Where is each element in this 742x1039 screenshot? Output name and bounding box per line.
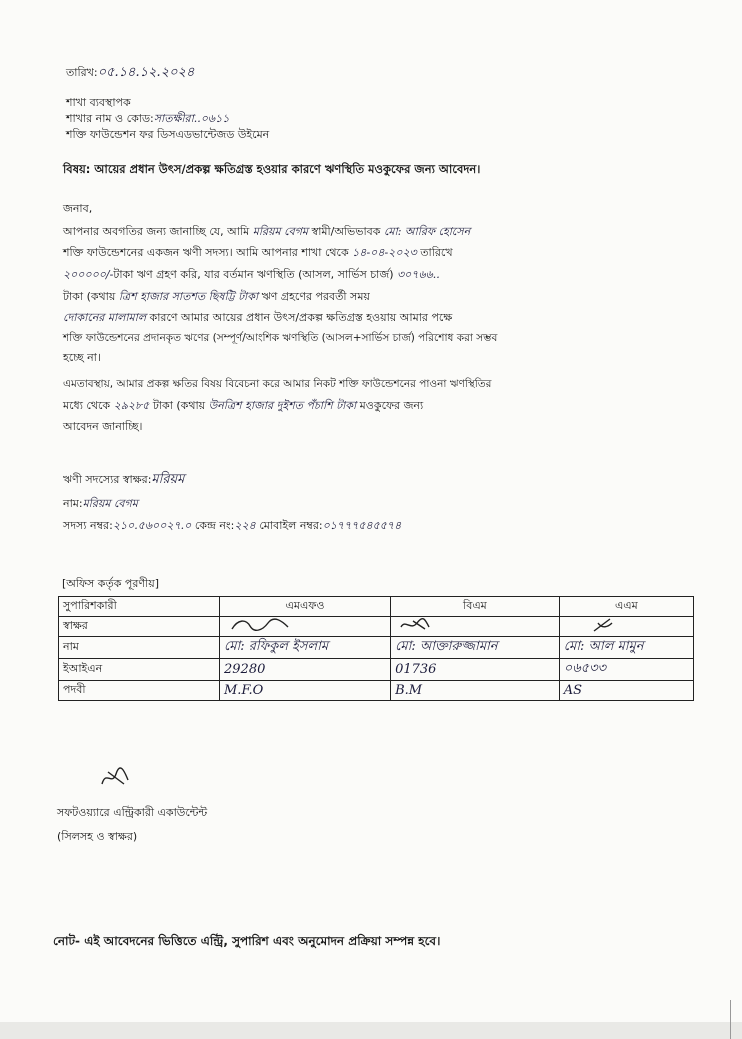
signature-cell [220,617,391,637]
body-line-3 [63,268,440,282]
table-header: এএম [559,597,693,617]
body-line-6: শক্তি ফাউন্ডেশনের প্রদানকৃত ঋণের (সম্পূর্ণ/আংশিক ঋণস্থিতি (আসল+সার্ভিস চার্জ) পরিশোধ করা সম্ভব [63,332,498,344]
office-table [58,596,694,701]
center-number: ২২৪ [234,519,256,532]
salutation: জনাব, [63,202,93,215]
member-name: মরিয়ম বেগম [82,497,138,510]
member-signature-line [63,473,184,487]
page-edge [0,1022,742,1039]
table-row [59,681,694,701]
table-cell: মো: আক্তারুজ্জামান [391,637,560,659]
body2-line-3: আবেদন জানাচ্ছি। [63,420,143,433]
body-line-5 [63,311,452,325]
loan-amount: ২০০০০০/- [63,268,114,281]
signature-mark [395,617,465,633]
body-line-1 [63,225,470,239]
waive-amount-words: উনত্রিশ হাজার দুইশত পঁচাশি টাকা [208,399,357,412]
date-line [66,66,194,80]
body-line-4 [63,290,370,304]
amount-in-words: ত্রিশ হাজার সাতশত ছিষট্টি টাকা [118,290,259,303]
table-row [59,597,694,617]
body-text: আপনার অবগতির জন্য জানাচ্ছি যে, আমি [63,225,250,238]
loan-date: ১৪-০৪-২০২৩ [352,246,417,259]
table-cell: মো: রফিকুল ইসলাম [220,637,391,659]
table-cell: M.F.O [220,681,391,701]
branch-name-label: শাখার নাম ও কোড: [66,112,154,125]
table-cell: স্বাক্ষর [59,617,220,637]
office-title: [অফিস কর্তৃক পূরণীয়] [62,577,159,590]
applicant-name: মরিয়ম বেগম [252,225,309,238]
table-cell: সুপারিশকারী [59,597,220,617]
outstanding-amount: ৩০৭৬৬.. [397,268,440,281]
member-number: ২১০.৫৬০০২৭.০ [112,519,192,532]
branch-manager-label: শাখা ব্যবস্থাপক [66,96,131,109]
date-value: ০৫.১৪.১২.২০২৪ [97,65,195,80]
name-label: নাম: [63,497,83,510]
signature-label: ঋণী সদস্যের স্বাক্ষর: [63,473,152,486]
footer-note: নোট- এই আবেদনের ভিত্তিতে এন্ট্রি, সুপারিশ এবং অনুমোদন প্রক্রিয়া সম্পন্ন হবে। [53,934,441,948]
guardian-name: মো: আরিফ হোসেন [383,225,471,238]
table-cell: 01736 [391,659,560,681]
accountant-title: সফটওয়্যারে এন্ট্রিকারী একাউন্টেন্ট [57,806,208,819]
table-cell: B.M [391,681,560,701]
mobile-label: মোবাইল নম্বর: [259,519,323,532]
member-number-label: সদস্য নম্বর: [63,519,113,532]
body-text: টাকা ঋণ গ্রহণ করি, যার বর্তমান ঋণস্থিতি (আসল, সার্ভিস চার্জ) [113,268,394,281]
branch-name-line [66,112,229,126]
body-text: মধ্যে থেকে [63,399,111,412]
body2-line-2 [63,399,423,413]
body-text: মওকুফের জন্য [359,399,424,412]
accountant-signature [98,766,138,790]
page-edge-strip [730,1000,742,1039]
body-text: কারণে আমার আয়ের প্রধান উৎস/প্রকল্প ক্ষতিগ্রস্ত হওয়ায় আমার পক্ষে [149,311,453,324]
table-cell: পদবী [59,681,220,701]
mobile-number: ০১৭৭৭৫৪৫৫৭৪ [322,519,402,532]
member-signature: মরিয়ম [151,472,185,487]
body-text: স্বামী/অভিভাবক [311,225,381,238]
table-row [59,617,694,637]
table-cell: নাম [59,637,220,659]
date-label: তারিখ: [66,66,98,79]
org-line: শক্তি ফাউন্ডেশন ফর ডিসএডভান্টেজড উইমেন [66,128,270,141]
table-cell: 29280 [220,659,391,681]
member-name-line [63,497,138,511]
subject-line: বিষয়: আয়ের প্রধান উৎস/প্রকল্প ক্ষতিগ্রস্ত হওয়ার কারণে ঋণস্থিতি মওকুফের জন্য আবেদন। [63,162,481,176]
signature-mark [564,617,634,633]
signature-cell [559,617,693,637]
body-text: টাকা (কথায় [63,290,116,303]
body-text: শক্তি ফাউন্ডেশনের একজন ঋণী সদস্য। আমি আপনার শাখা থেকে [63,246,349,259]
member-number-line [63,519,401,533]
signature-mark [224,617,294,633]
table-header: এমএফও [220,597,391,617]
table-cell: ইআইএন [59,659,220,681]
table-cell: ০৬৫৩৩ [559,659,693,681]
body2-line-1: এমতাবস্থায়, আমার প্রকল্প ক্ষতির বিষয় বিবেচনা করে আমার নিকট শক্তি ফাউন্ডেশনের পাওনা ঋণস্থিতির [63,378,492,390]
signature-cell [391,617,560,637]
body-text: ঋণ গ্রহণের পরবর্তী সময় [261,290,370,303]
waive-amount: ২৯২৮৫ [113,399,150,412]
table-header: বিএম [391,597,560,617]
branch-name-value: সাতক্ষীরা..০৬১১ [153,112,230,125]
accountant-subtitle: (সিলসহ ও স্বাক্ষর) [57,830,138,843]
body-text: টাকা (কথায় [152,399,206,412]
table-row [59,659,694,681]
table-cell: মো: আল মামুন [559,637,693,659]
table-row [59,637,694,659]
body-line-7: হচ্ছে না। [63,351,101,364]
body-text: তারিখে [420,246,453,259]
table-cell: AS [559,681,693,701]
body-line-2 [63,246,453,260]
loss-cause: দোকানের মালামাল [63,311,147,324]
center-label: কেন্দ্র নং: [194,519,235,532]
